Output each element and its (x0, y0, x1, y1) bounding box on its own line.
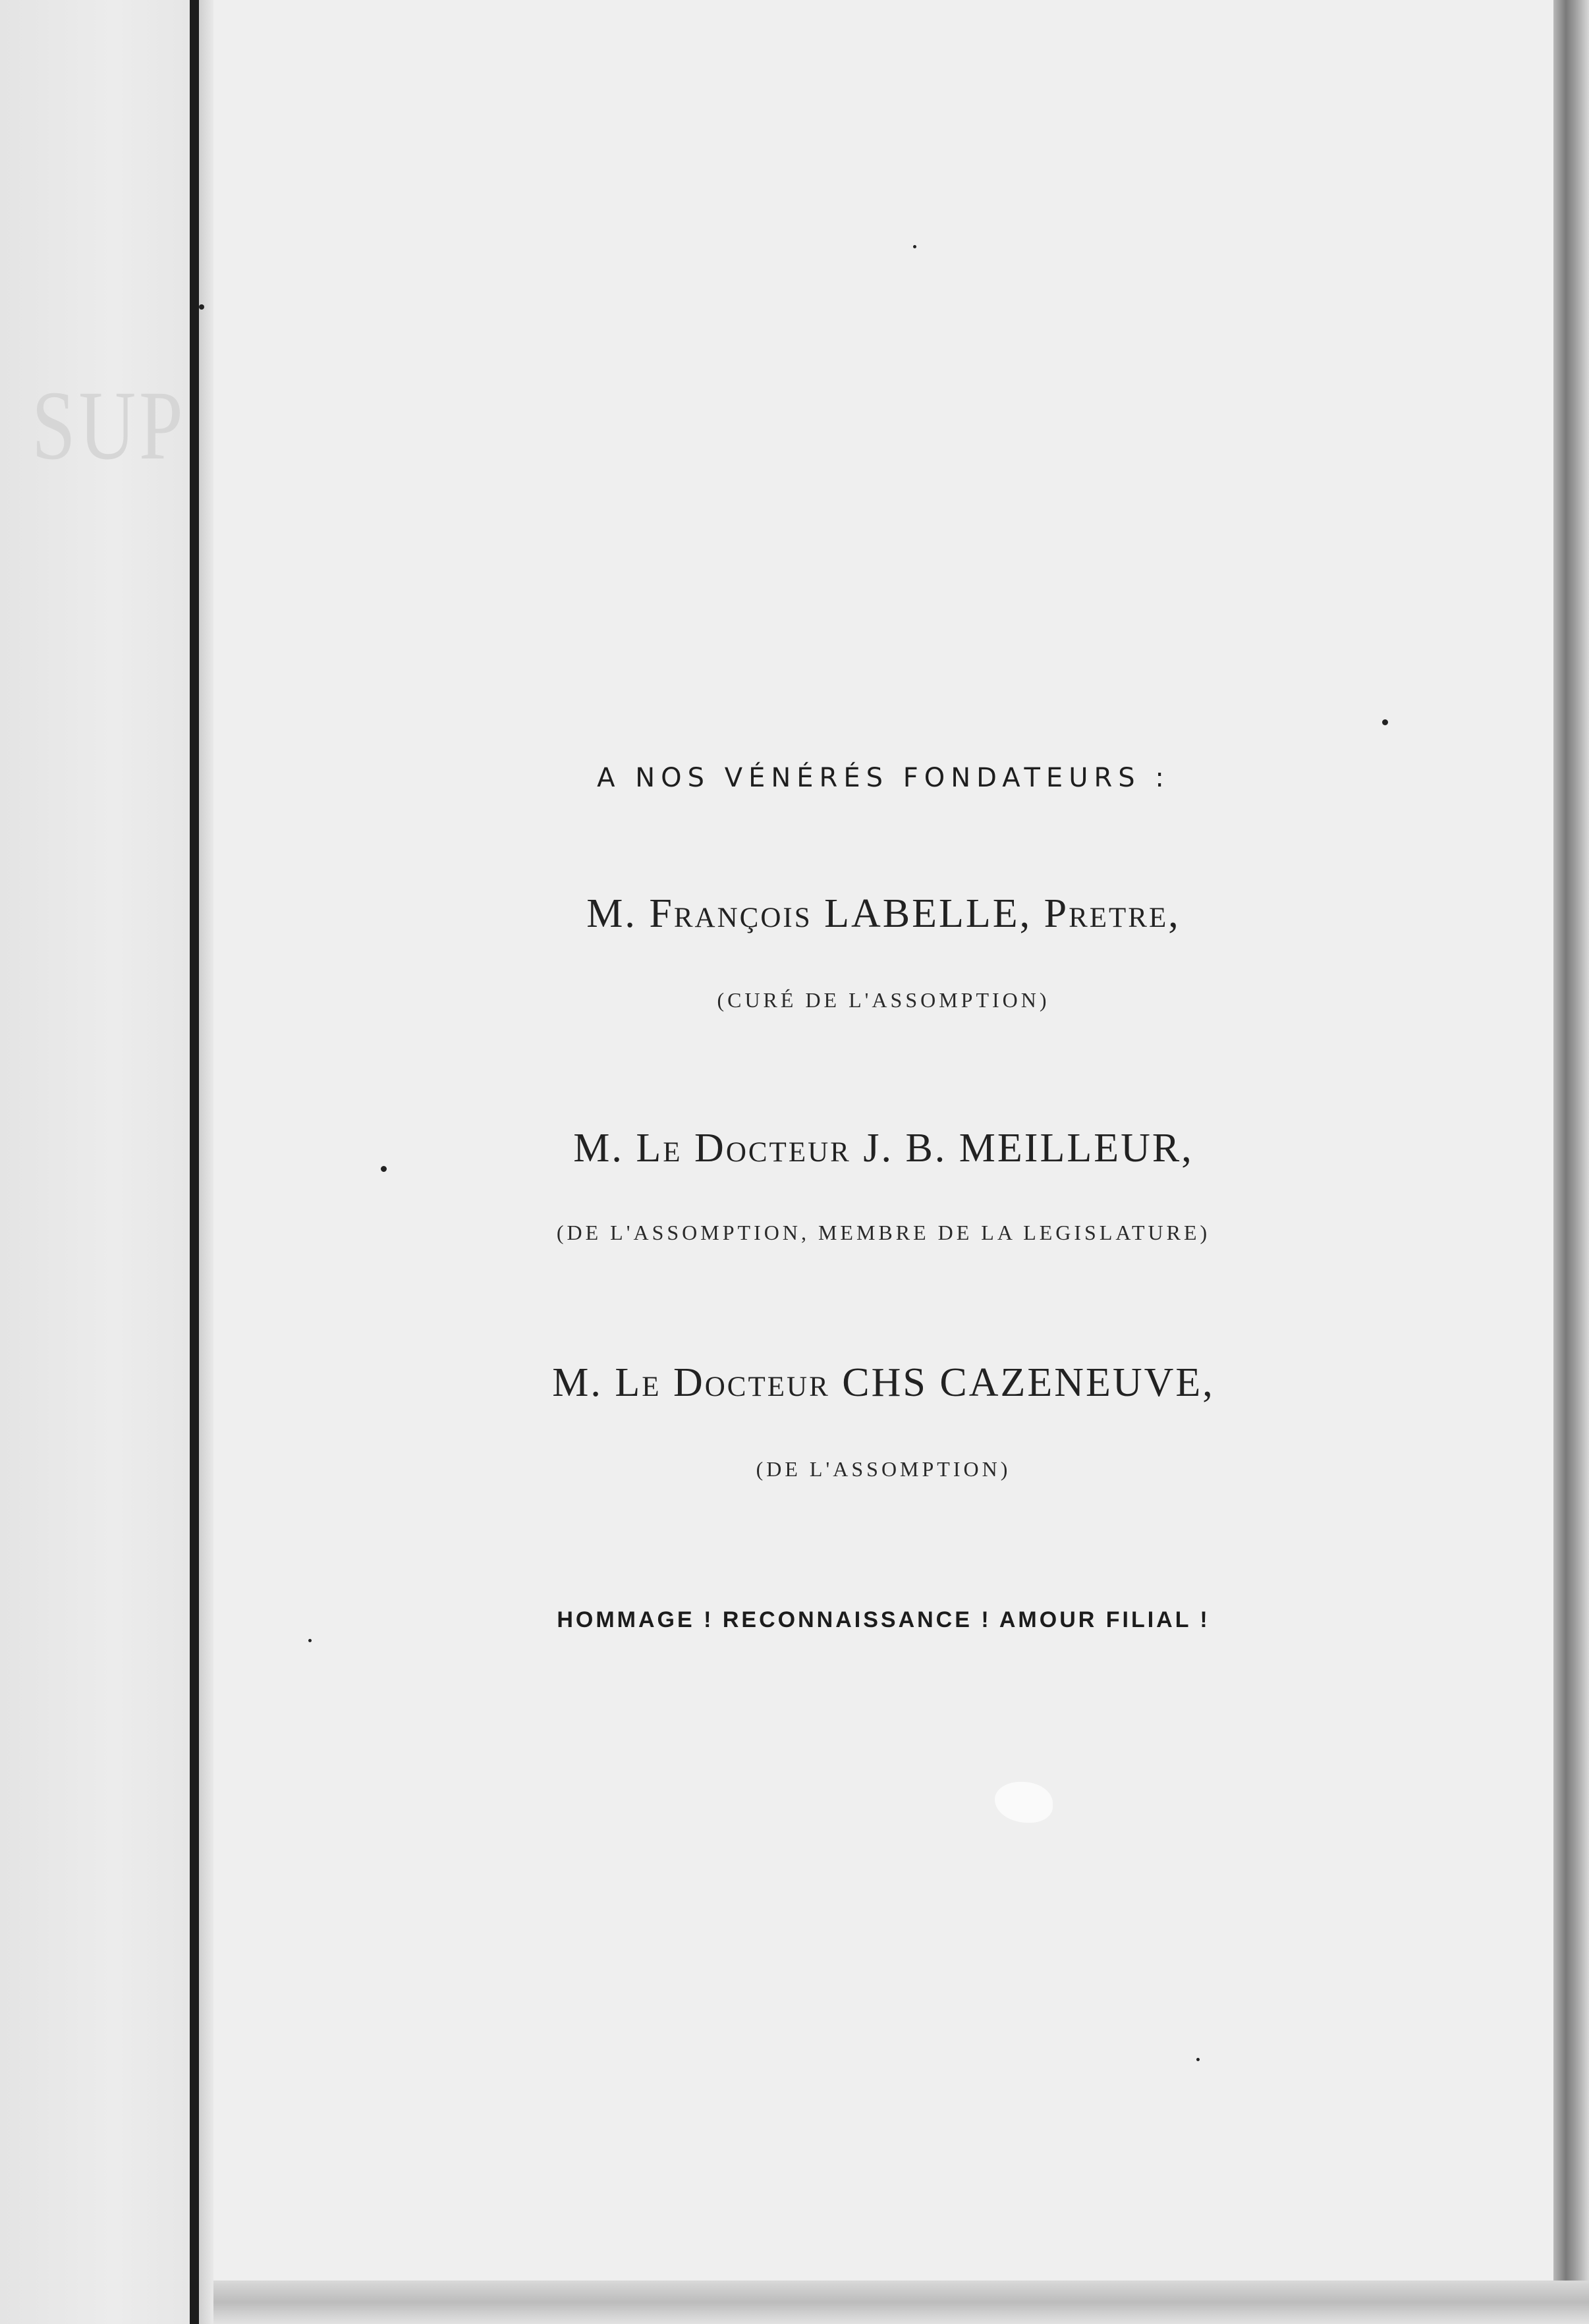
closing-homage: HOMMAGE ! RECONNAISSANCE ! AMOUR FILIAL ! (557, 1607, 1210, 1632)
ink-speck (381, 1166, 387, 1172)
founder-name-2: M. Le Docteur J. B. MEILLEUR, (573, 1126, 1194, 1171)
ink-speck (199, 304, 204, 310)
spine-gutter (199, 0, 213, 2324)
ink-speck (1382, 719, 1388, 725)
ink-speck (308, 1639, 312, 1642)
founder-name-1: M. François LABELLE, Pretre, (586, 891, 1181, 936)
dedication-heading: A NOS VÉNÉRÉS FONDATEURS : (597, 763, 1170, 793)
book-spine (190, 0, 199, 2324)
founder-detail-3: (DE L'ASSOMPTION) (756, 1457, 1011, 1481)
founder-name-3: M. Le Docteur CHS CAZENEUVE, (552, 1360, 1215, 1405)
ink-speck (1196, 2058, 1200, 2061)
founder-detail-2: (DE L'ASSOMPTION, MEMBRE DE LA LEGISLATURE) (556, 1221, 1211, 1244)
founder-detail-1: (CURÉ DE L'ASSOMPTION) (717, 988, 1050, 1012)
page-bottom-edge (213, 2281, 1589, 2324)
show-through-text: SUP (32, 371, 186, 480)
page-right-edge (1553, 0, 1589, 2324)
left-page-remnant (0, 0, 191, 2324)
ink-speck (913, 245, 916, 248)
